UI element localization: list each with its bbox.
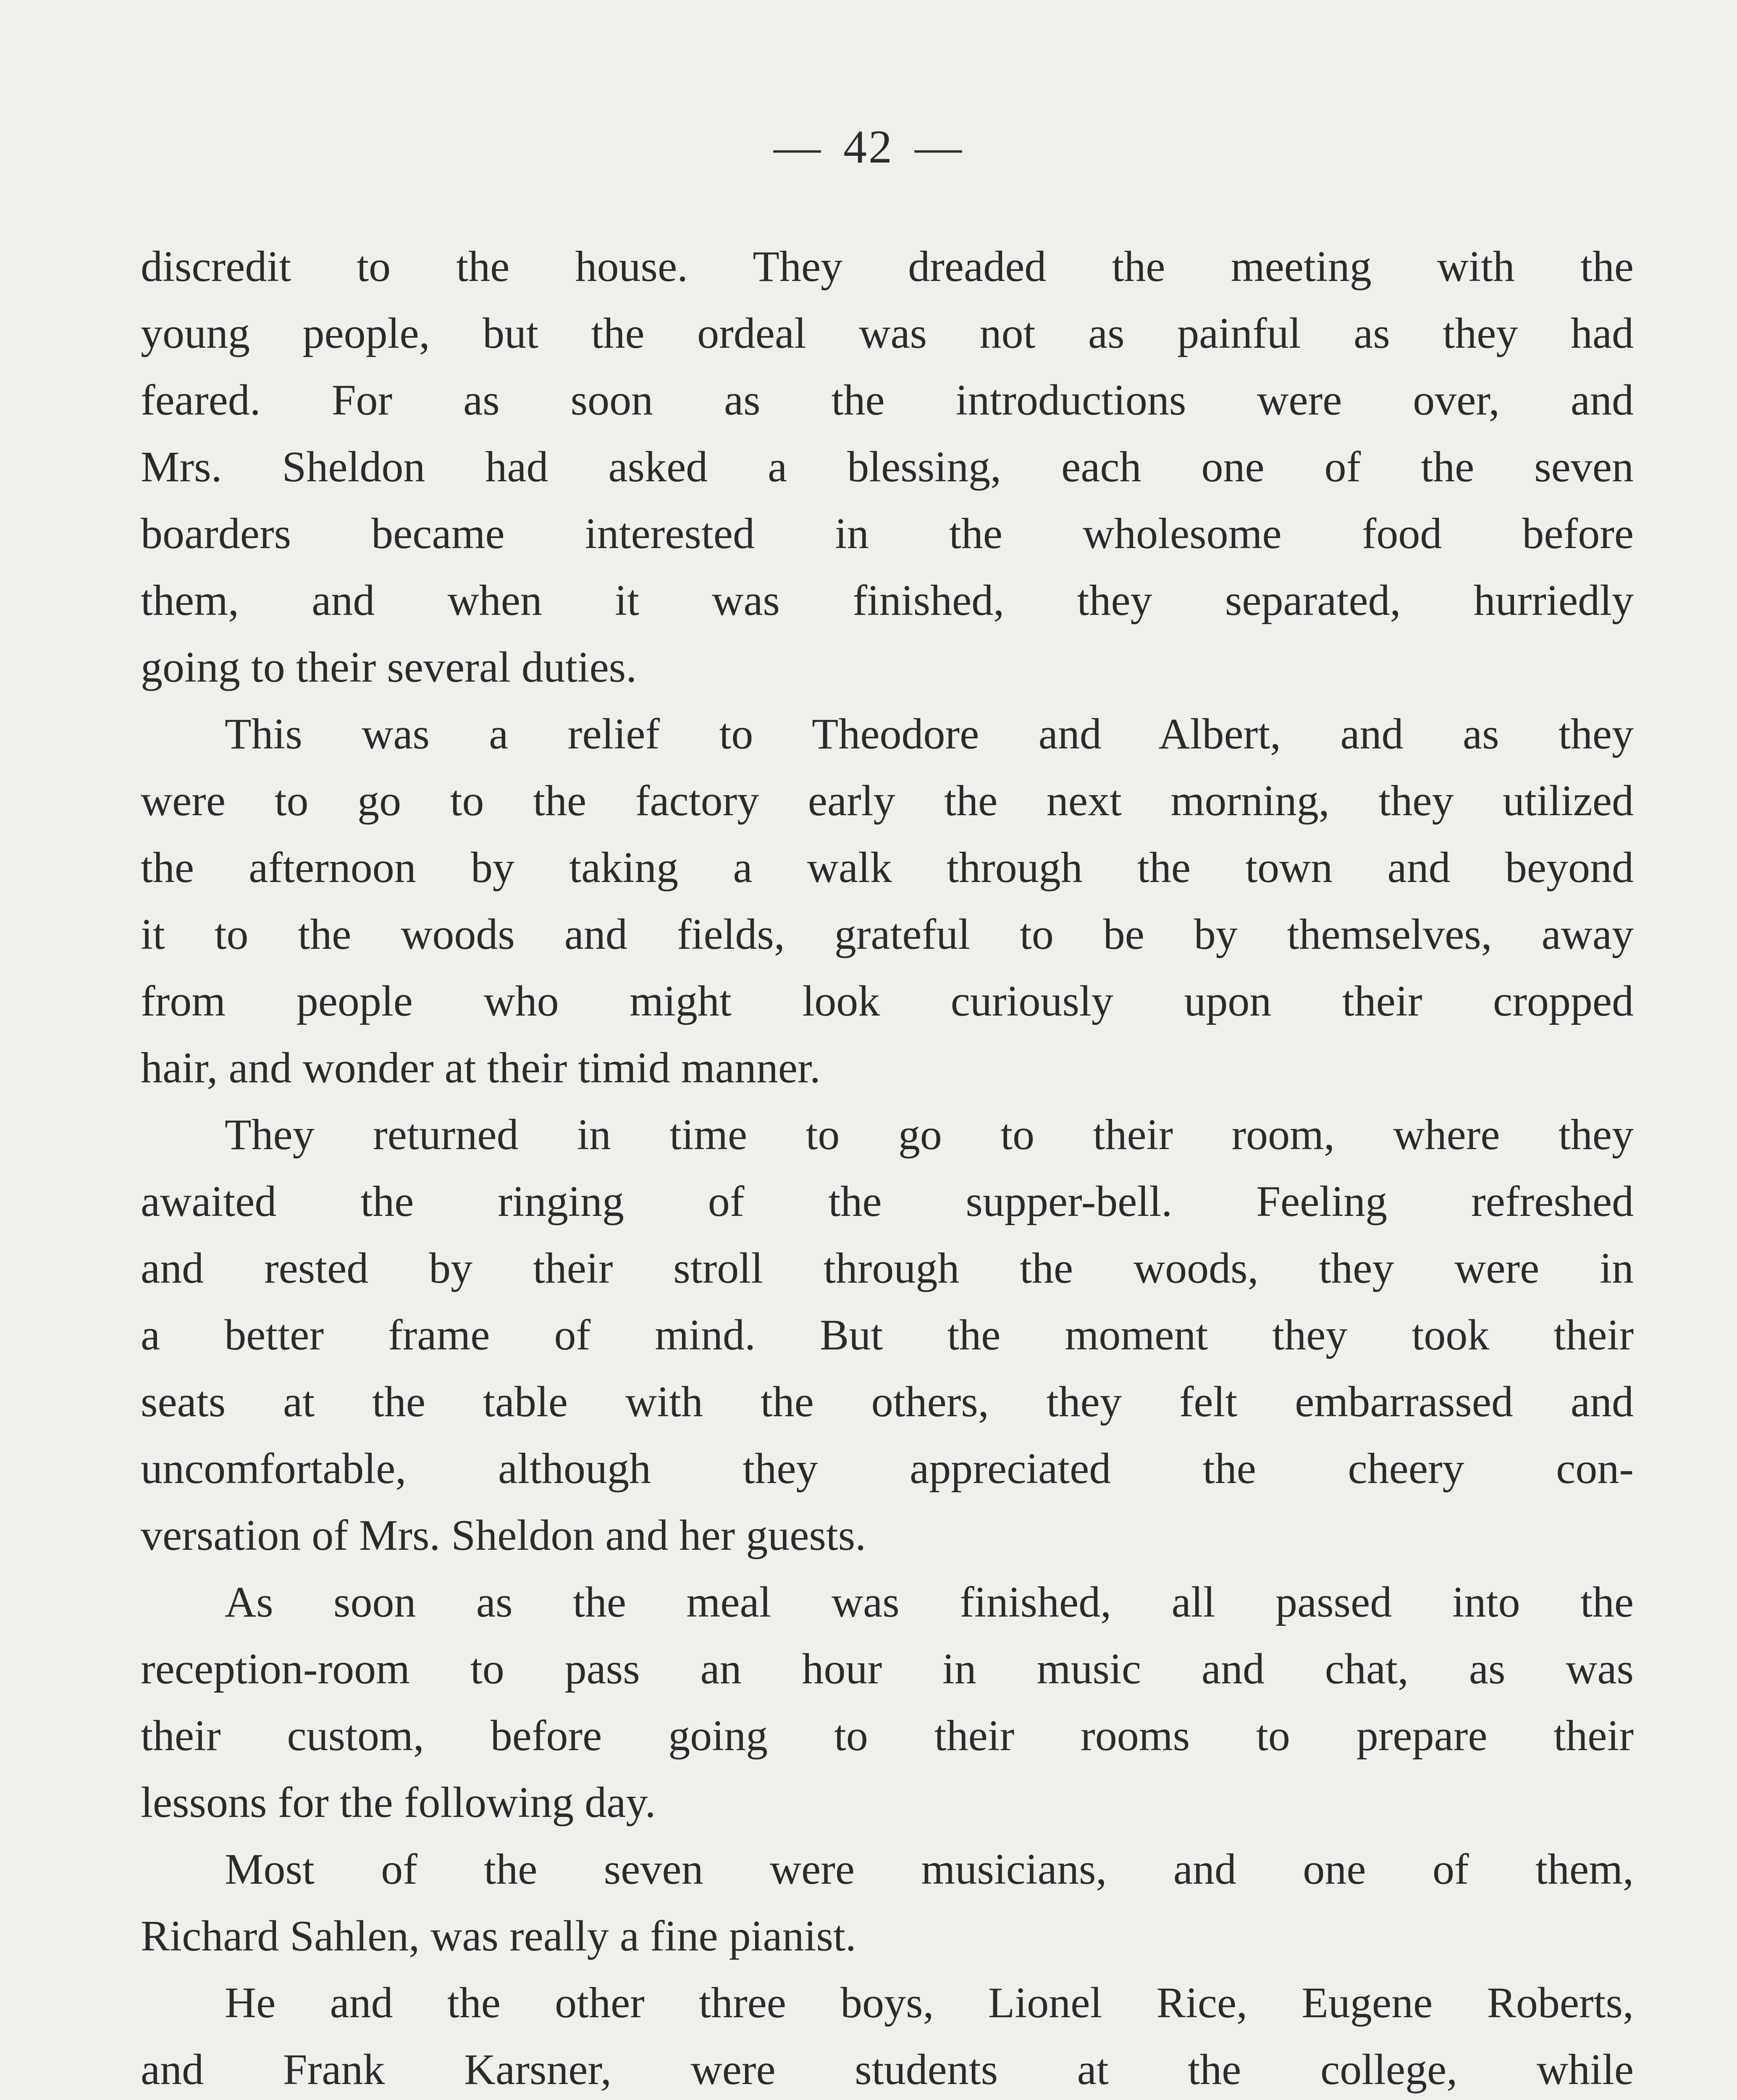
text-line: the afternoon by taking a walk through the town and beyond [141, 843, 1634, 892]
text-line: them, and when it was finished, they separated, hurriedly [141, 576, 1634, 625]
text-line: were to go to the factory early the next morning, they utilized [141, 777, 1634, 825]
page-number-dash-right: — [915, 121, 963, 173]
paragraph [141, 1836, 1634, 1969]
paragraph [141, 1969, 1634, 2100]
paragraph [141, 1569, 1634, 1836]
text-line: versation of Mrs. Sheldon and her guests. [141, 1511, 866, 1559]
text-line: Richard Sahlen, was really a fine pianist. [141, 1912, 856, 1960]
text-line: feared. For as soon as the introductions were over, and [141, 376, 1634, 424]
text-line: He and the other three boys, Lionel Rice, Eugene Roberts, [225, 1979, 1634, 2027]
paragraph [141, 1101, 1634, 1569]
text-line: from people who might look curiously upon their cropped [141, 977, 1634, 1025]
text-line: hair, and wonder at their timid manner. [141, 1044, 821, 1092]
text-line: They returned in time to go to their room, where they [225, 1110, 1634, 1159]
text-line: lessons for the following day. [141, 1778, 656, 1827]
page-number-dash-left: — [774, 121, 822, 173]
text-line: awaited the ringing of the supper-bell. Feeling refreshed [141, 1177, 1634, 1226]
page-number-value: 42 [843, 121, 894, 173]
paragraph [141, 701, 1634, 1101]
text-line: Most of the seven were musicians, and one of them, [225, 1845, 1634, 1893]
text-line: their custom, before going to their rooms to prepare their [141, 1712, 1634, 1760]
text-line: young people, but the ordeal was not as painful as they had [141, 309, 1634, 357]
paragraph [141, 233, 1634, 701]
text-line: and rested by their stroll through the woods, they were in [141, 1244, 1634, 1292]
text-line: seats at the table with the others, they felt embarrassed and [141, 1378, 1634, 1426]
body-text [141, 233, 1634, 2100]
text-line: discredit to the house. They dreaded the meeting with the [141, 242, 1634, 291]
text-line: Mrs. Sheldon had asked a blessing, each one of the seven [141, 443, 1634, 491]
text-line: it to the woods and fields, grateful to be by themselves, away [141, 910, 1634, 958]
page-number [0, 113, 1737, 181]
text-line: This was a relief to Theodore and Albert, and as they [225, 710, 1634, 758]
text-line: a better frame of mind. But the moment they took their [141, 1311, 1634, 1359]
text-line: and Frank Karsner, were students at the college, while [141, 2045, 1634, 2094]
text-line: As soon as the meal was finished, all passed into the [225, 1578, 1634, 1626]
text-line: boarders became interested in the wholesome food before [141, 509, 1634, 558]
text-line: uncomfortable, although they appreciated the cheery con- [141, 1444, 1634, 1493]
text-line: going to their several duties. [141, 643, 637, 691]
text-line: reception-room to pass an hour in music and chat, as was [141, 1645, 1634, 1693]
